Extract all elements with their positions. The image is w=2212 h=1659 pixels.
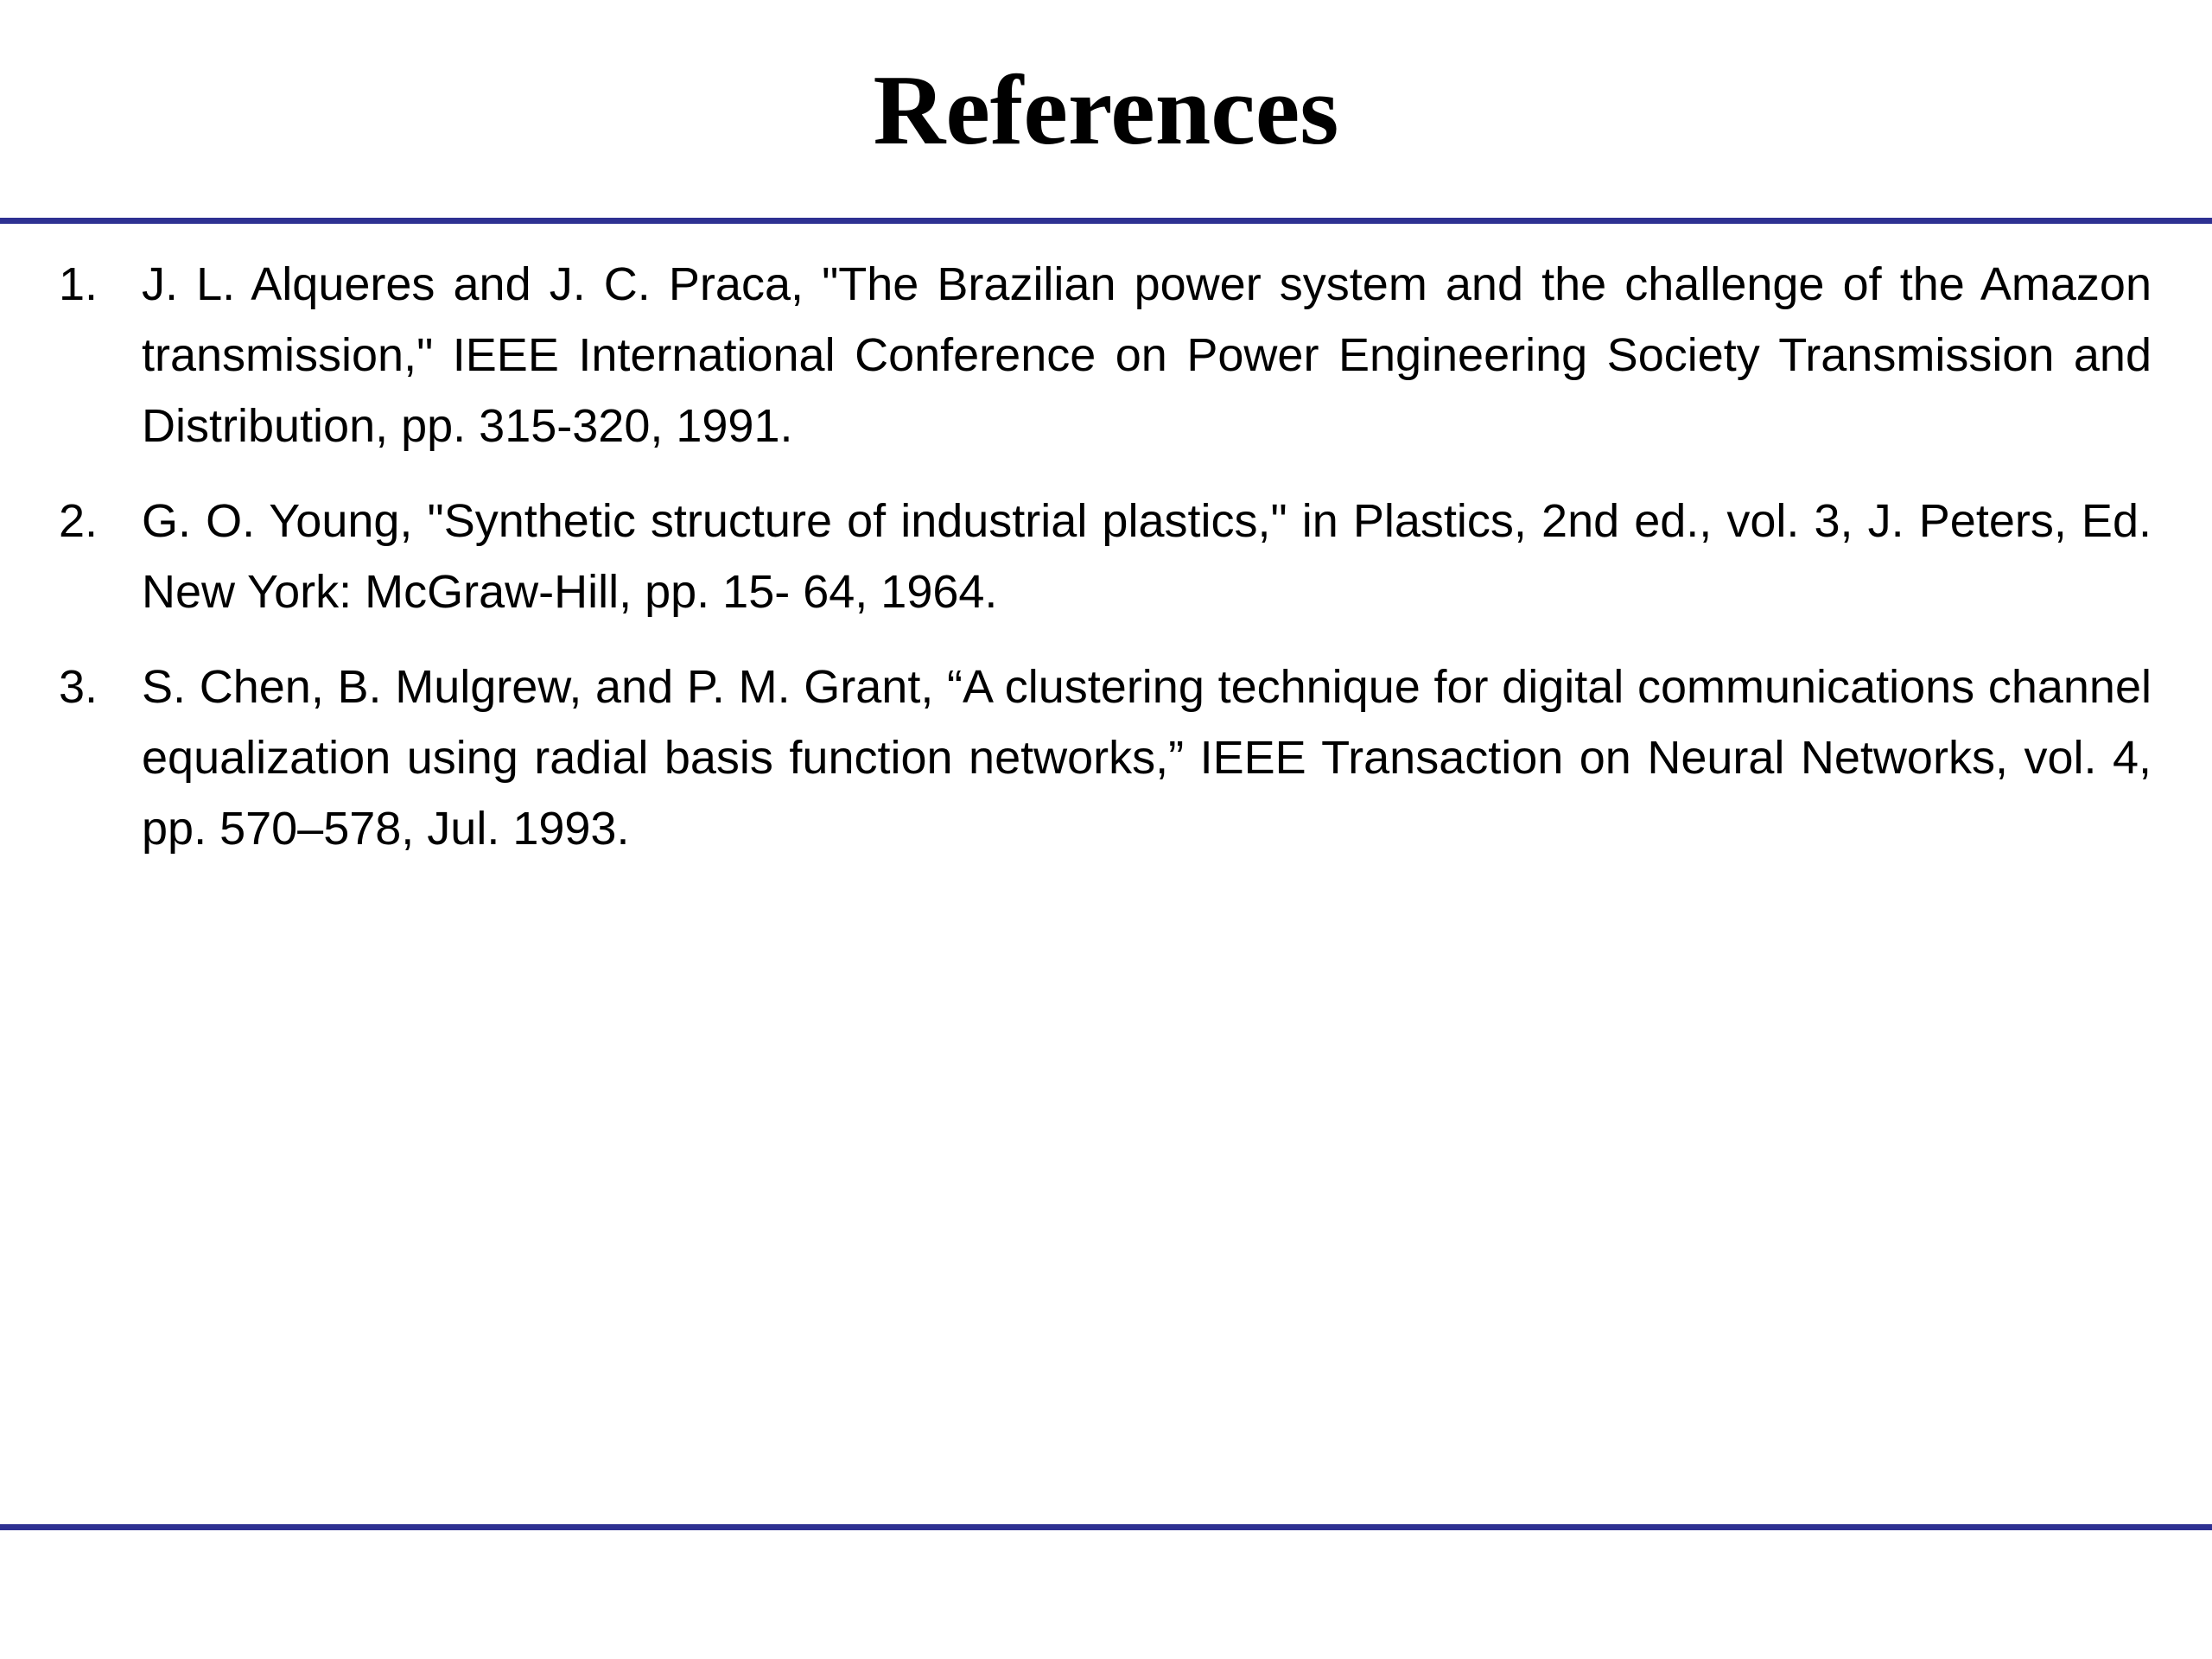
reference-item (0, 486, 2212, 627)
reference-item (0, 652, 2212, 864)
bottom-divider (0, 1524, 2212, 1530)
reference-number: 3. (59, 661, 99, 713)
reference-text: S. Chen, B. Mulgrew, and P. M. Grant, “A clustering technique for digital communications channel equalization using radial basis function networks,” IEEE Transaction on Neural Networks, vol. 4, pp. 570–578, Jul. 1993. (142, 661, 2152, 855)
reference-list (0, 249, 2212, 888)
reference-number: 2. (59, 495, 99, 547)
slide-title: References (873, 55, 1339, 166)
reference-number: 1. (59, 258, 99, 310)
top-divider (0, 218, 2212, 224)
reference-text: G. O. Young, "Synthetic structure of industrial plastics," in Plastics, 2nd ed., vol. 3, J. Peters, Ed. New York: McGraw-Hill, pp. 15- 64, 1964. (142, 495, 2152, 618)
reference-item (0, 249, 2212, 461)
reference-text: J. L. Alqueres and J. C. Praca, "The Brazilian power system and the challenge of the Amazon transmission," IEEE International Conference on Power Engineering Society Transmission and Distribution, pp. 315-320, 1991. (142, 258, 2152, 452)
